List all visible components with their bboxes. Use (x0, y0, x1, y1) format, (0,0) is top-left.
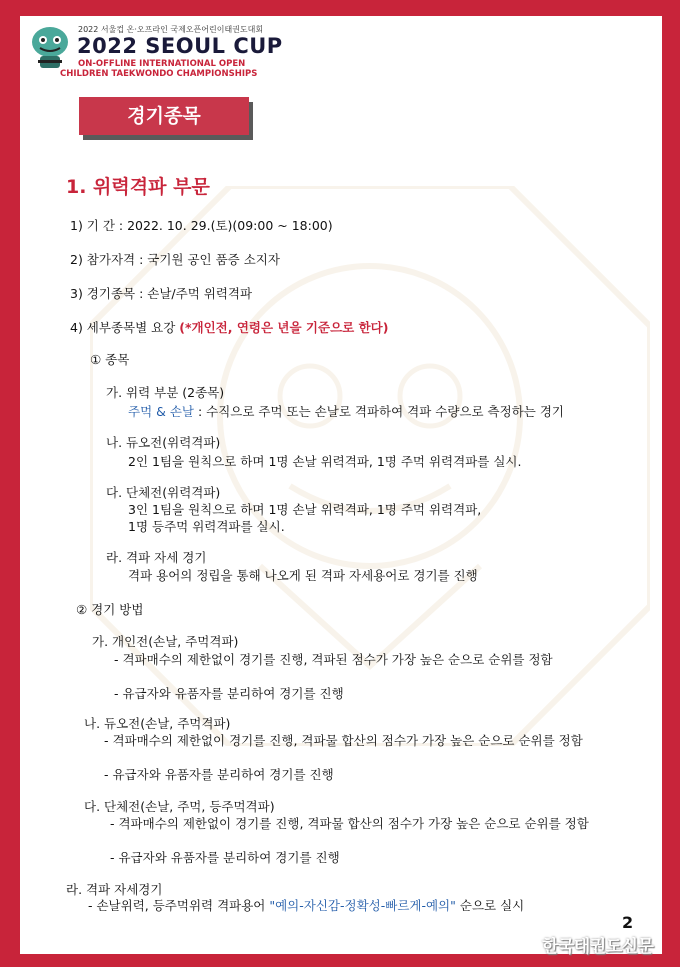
sub1-na-title: 나. 듀오전(위력격파) (106, 435, 221, 450)
sub2-ga-line-1: - 격파매수의 제한없이 경기를 진행, 격파된 점수가 가장 높은 순으로 순위를 정함 (114, 652, 553, 667)
detail-prefix: 4) 세부종목별 요강 (70, 320, 180, 335)
header-line-2: CHILDREN TAEKWONDO CHAMPIONSHIPS (60, 69, 258, 79)
sub1-ga-title: 가. 위력 부분 (2종목) (106, 385, 225, 400)
sub1-na-desc: 2인 1팀을 원칙으로 하며 1명 손날 위력격파, 1명 주먹 위력격파를 실시. (128, 454, 522, 469)
header-line-1: ON-OFFLINE INTERNATIONAL OPEN (78, 59, 246, 69)
sub2-ra-prefix: - 손날위력, 등주먹위력 격파용어 (88, 898, 270, 913)
mascot-logo-icon (28, 24, 72, 72)
period-line: 1) 기 간 : 2022. 10. 29.(토)(09:00 ~ 18:00) (70, 218, 333, 233)
sub1-da-desc-2: 1명 등주먹 위력격파를 실시. (128, 519, 285, 534)
footer-logo: 한국태권도신문 (542, 937, 654, 957)
sub2-na-line-2: - 유급자와 유품자를 분리하여 경기를 진행 (104, 767, 334, 782)
sub2-ra-quote: "예의-자신감-정확성-빠르게-예의" (269, 898, 456, 913)
sub1-ga-highlight: 주먹 & 손날 (128, 404, 194, 419)
sub1-ga-desc (128, 402, 564, 420)
sub2-ra-suffix: 순으로 실시 (455, 898, 525, 913)
sub1-ra-desc: 격파 용어의 정립을 통해 나오게 된 격파 자세용어로 경기를 진행 (128, 568, 478, 583)
page-content (20, 16, 662, 954)
header-title: 2022 SEOUL CUP (77, 34, 283, 58)
header-subtitle: 2022 서울컵 온·오프라인 국제오픈어린이태권도대회 (78, 25, 264, 34)
sub2-ra-title: 라. 격파 자세경기 (66, 882, 163, 897)
sub1-ra-title: 라. 격파 자세 경기 (106, 550, 207, 565)
event-line: 3) 경기종목 : 손날/주먹 위력격파 (70, 286, 253, 301)
sub2-na-title: 나. 듀오전(손날, 주먹격파) (84, 716, 231, 731)
sub2-da-title: 다. 단체전(손날, 주먹, 등주먹격파) (84, 799, 275, 814)
eligibility-line: 2) 참가자격 : 국기원 공인 품증 소지자 (70, 252, 280, 267)
sub2-ga-line-2: - 유급자와 유품자를 분리하여 경기를 진행 (114, 686, 344, 701)
page-number: 2 (622, 913, 634, 932)
section-tag (79, 97, 249, 135)
detail-line (70, 318, 388, 336)
section-heading: 1. 위력격파 부문 (66, 176, 210, 198)
sub1-da-title: 다. 단체전(위력격파) (106, 485, 221, 500)
sub2-na-line-1: - 격파매수의 제한없이 경기를 진행, 격파물 합산의 점수가 가장 높은 순으로 순위를 정함 (104, 733, 583, 748)
sub2-ra-line (88, 896, 524, 914)
sub2-da-line-2: - 유급자와 유품자를 분리하여 경기를 진행 (110, 850, 340, 865)
detail-note: (*개인전, 연령은 년을 기준으로 한다) (179, 320, 389, 335)
sub1-da-desc-1: 3인 1팀을 원칙으로 하며 1명 손날 위력격파, 1명 주먹 위력격파, (128, 502, 482, 517)
sub2-da-line-1: - 격파매수의 제한없이 경기를 진행, 격파물 합산의 점수가 가장 높은 순으로 순위를 정함 (110, 816, 589, 831)
sub1-title: ① 종목 (90, 352, 130, 367)
section-tag-label: 경기종목 (127, 105, 201, 127)
sub2-ga-title: 가. 개인전(손날, 주먹격파) (92, 634, 239, 649)
sub1-ga-text: : 수직으로 주먹 또는 손날로 격파하여 격파 수량으로 측정하는 경기 (194, 404, 564, 419)
sub2-title: ② 경기 방법 (76, 602, 144, 617)
